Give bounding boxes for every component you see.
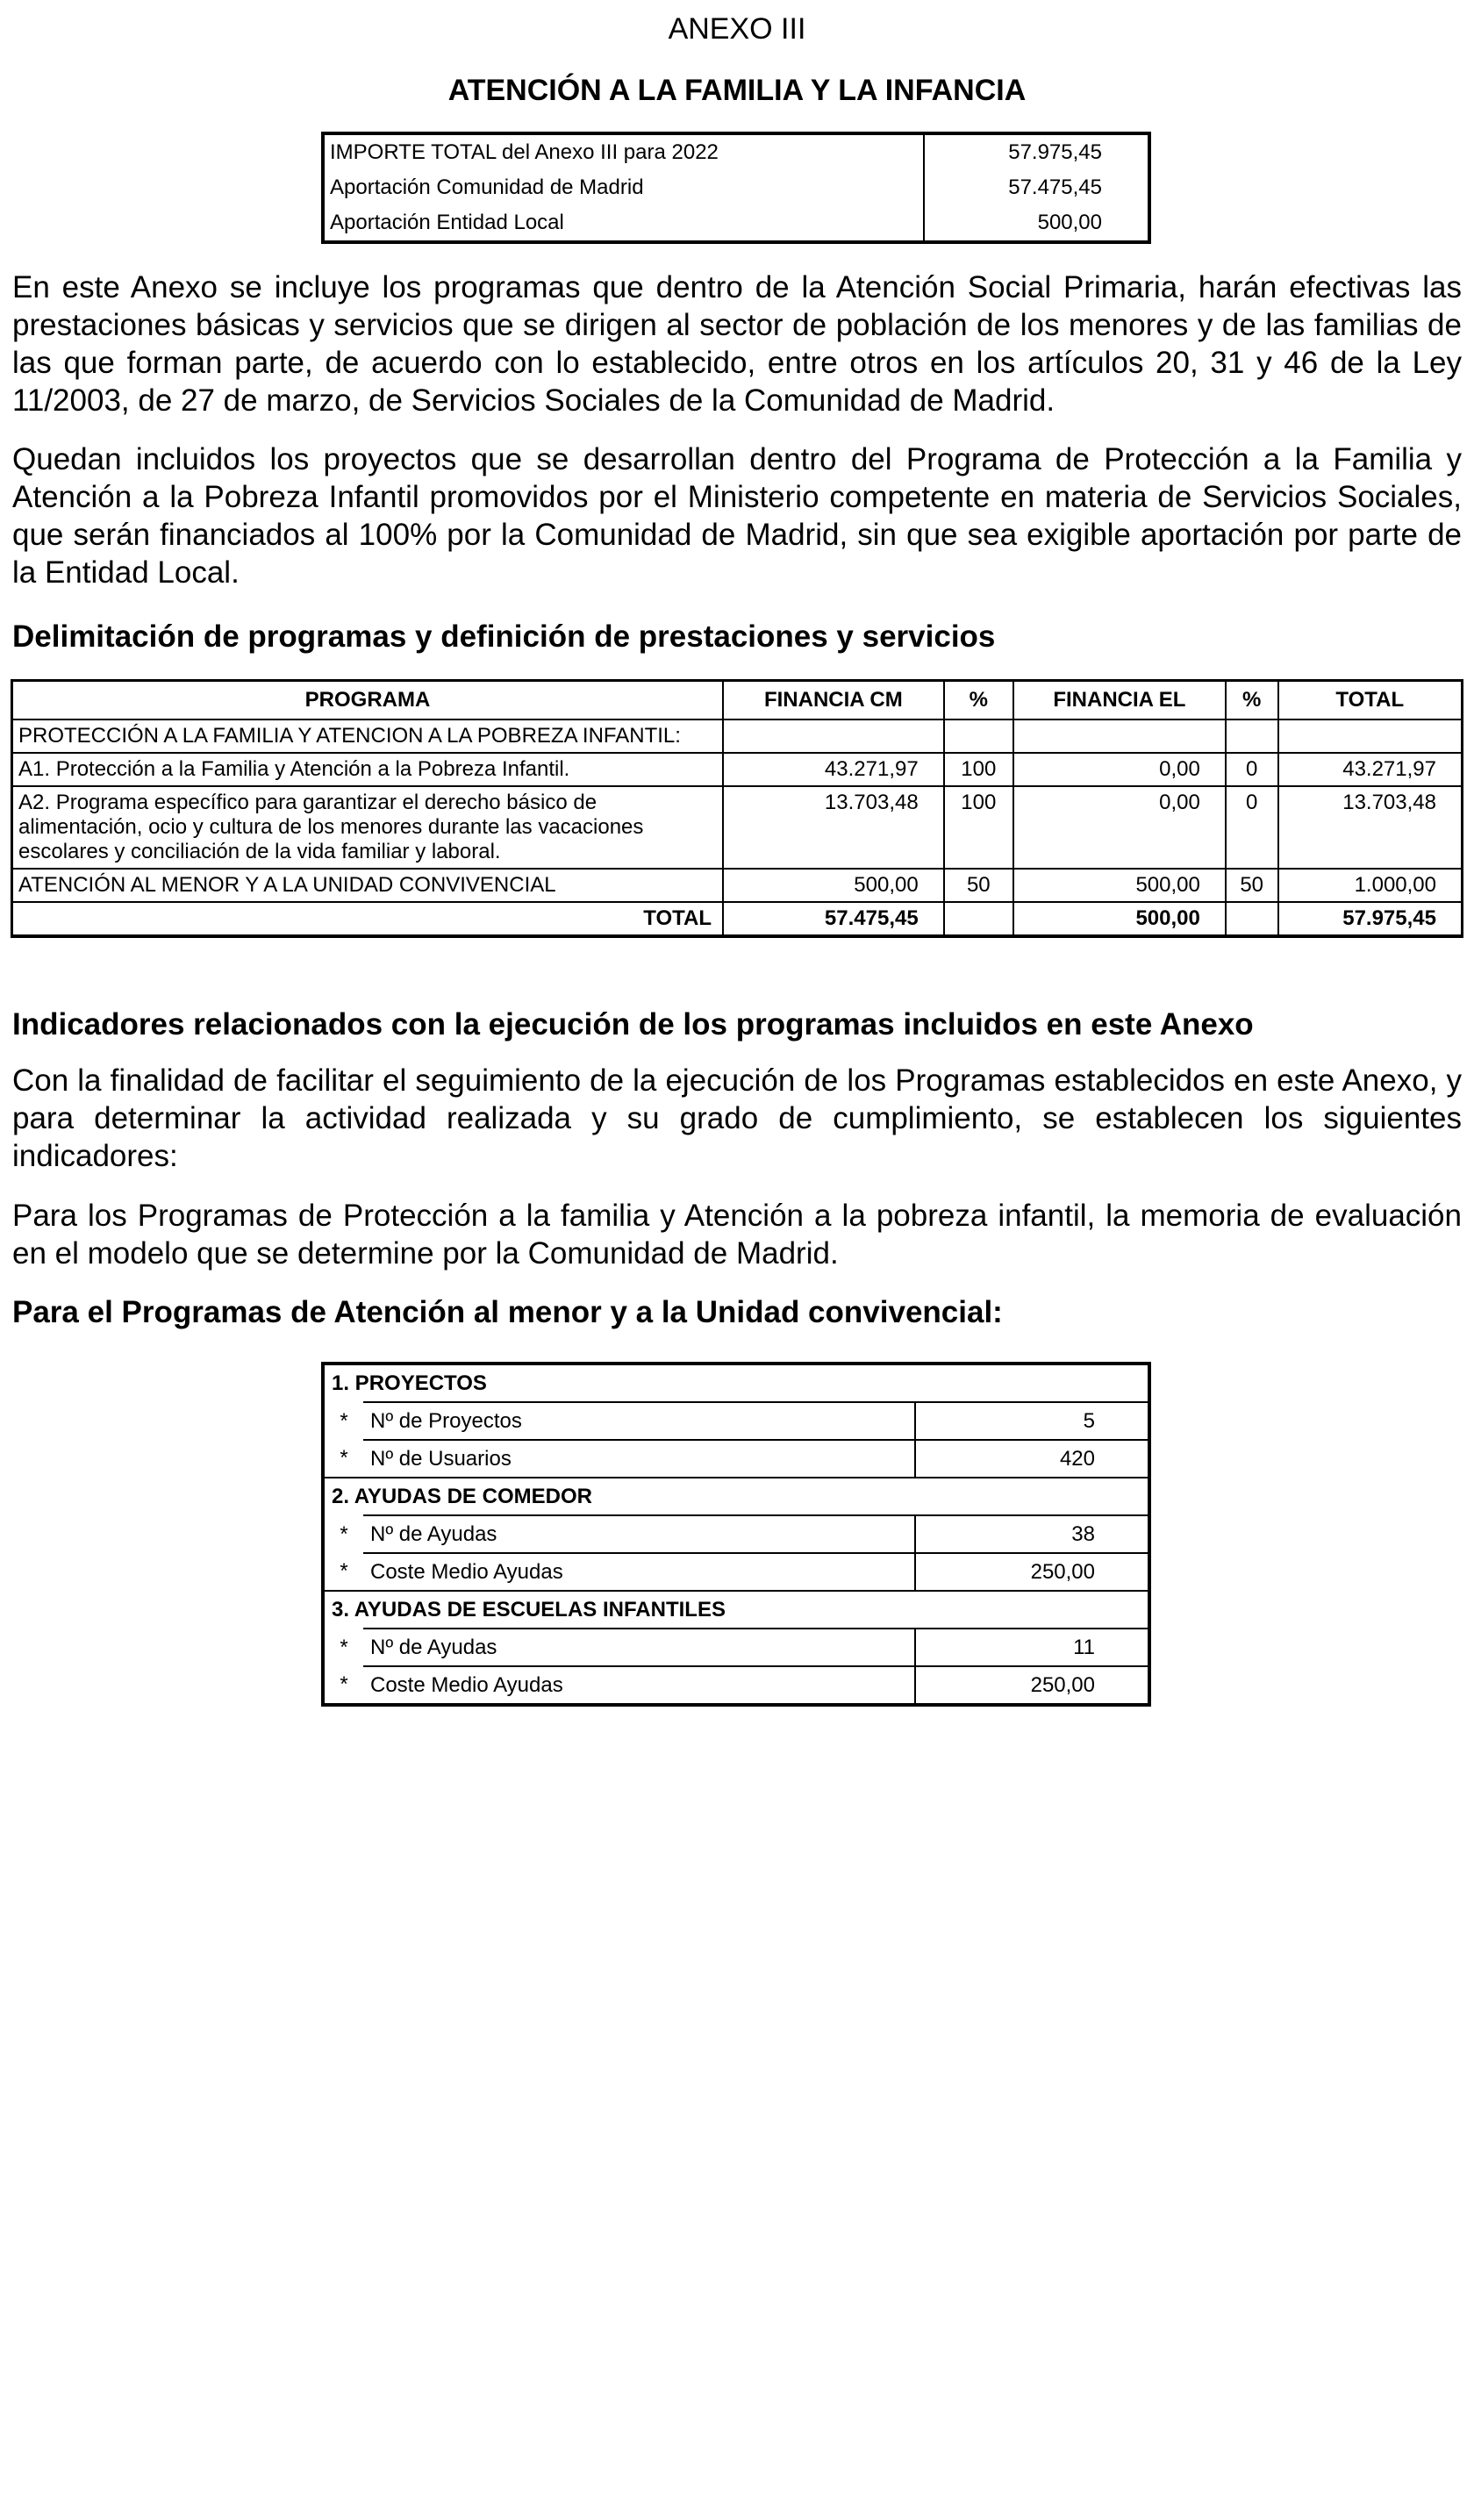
indicator-section (323, 1364, 1149, 1402)
heading-programs: Delimitación de programas y definición de prestaciones y servicios (12, 619, 996, 654)
col-header-total: TOTAL (1278, 681, 1463, 720)
cell-el: 0,00 (1013, 753, 1226, 786)
indicator-label: Nº de Usuarios (363, 1440, 915, 1478)
cell-cm (723, 719, 944, 753)
section-title: 1. PROYECTOS (323, 1364, 915, 1402)
cell-cm: 43.271,97 (723, 753, 944, 786)
cell-programa: PROTECCIÓN A LA FAMILIA Y ATENCION A LA POBREZA INFANTIL: (12, 719, 724, 753)
indicator-value: 420 (915, 1440, 1149, 1478)
cell-el: 0,00 (1013, 786, 1226, 869)
section-title: 3. AYUDAS DE ESCUELAS INFANTILES (323, 1591, 1149, 1629)
col-header-pct-cm: % (944, 681, 1013, 720)
heading-menor: Para el Programas de Atención al menor y a la Unidad convivencial: (12, 1295, 1003, 1329)
paragraph-indicators: Con la finalidad de facilitar el seguimiento de la ejecución de los Programas establecidos en este Anexo, y para determinar la actividad realizada y su grado de cumplimiento, se establecen los siguientes indicadores: (12, 1063, 1462, 1173)
table-row (12, 869, 1463, 902)
indicator-value: 38 (915, 1515, 1149, 1553)
summary-row (323, 133, 1149, 170)
indicator-value: 11 (915, 1629, 1149, 1666)
cell-el (1013, 719, 1226, 753)
table-row (12, 753, 1463, 786)
cell-pct-el: 50 (1226, 869, 1278, 902)
cell-total: 13.703,48 (1278, 786, 1463, 869)
summary-table (321, 132, 1151, 244)
cell-cm: 500,00 (723, 869, 944, 902)
cell-pct-el: 0 (1226, 786, 1278, 869)
cell-pct-cm: 50 (944, 869, 1013, 902)
programs-table (11, 679, 1463, 938)
total-cm: 57.475,45 (723, 902, 944, 936)
indicator-label: Coste Medio Ayudas (363, 1666, 915, 1705)
indicator-label: Nº de Ayudas (363, 1515, 915, 1553)
indicator-item (323, 1515, 1149, 1553)
bullet: * (340, 1635, 348, 1659)
summary-row (323, 205, 1149, 242)
cell-cm: 13.703,48 (723, 786, 944, 869)
cell-programa: A2. Programa específico para garantizar el derecho básico de alimentación, ocio y cultura de los menores durante las vacaciones escolares y conciliación de la vida familiar y laboral. (12, 786, 724, 869)
bullet: * (340, 1559, 348, 1583)
cell-pct-el: 0 (1226, 753, 1278, 786)
cell-pct-cm: 100 (944, 786, 1013, 869)
annex-title: ANEXO III (668, 12, 806, 46)
cell-total: 43.271,97 (1278, 753, 1463, 786)
cell-total (1278, 719, 1463, 753)
col-header-programa: PROGRAMA (12, 681, 724, 720)
total-el: 500,00 (1013, 902, 1226, 936)
paragraph-evaluation: Para los Programas de Protección a la familia y Atención a la pobreza infantil, la memoria de evaluación en el modelo que se determine por la Comunidad de Madrid. (12, 1199, 1462, 1271)
col-header-pct-el: % (1226, 681, 1278, 720)
heading-indicators: Indicadores relacionados con la ejecución de los programas incluidos en este Anexo (12, 1007, 1254, 1042)
indicator-item (323, 1402, 1149, 1440)
bullet: * (340, 1521, 348, 1546)
cell-pct-el (1226, 719, 1278, 753)
col-header-financia-el: FINANCIA EL (1013, 681, 1226, 720)
table-row (12, 719, 1463, 753)
indicator-value: 250,00 (915, 1553, 1149, 1591)
cell-programa: A1. Protección a la Familia y Atención a la Pobreza Infantil. (12, 753, 724, 786)
indicators-table (321, 1362, 1151, 1707)
indicator-item (323, 1629, 1149, 1666)
bullet: * (340, 1446, 348, 1470)
paragraph-projects: Quedan incluidos los proyectos que se desarrollan dentro del Programa de Protección a la Familia y Atención a la Pobreza Infantil promovidos por el Ministerio competente en materia de Servicios Sociales, que serán financiados al 100% por la Comunidad de Madrid, sin que sea exigible aportación por parte de la Entidad Local. (12, 442, 1462, 590)
summary-label: Aportación Comunidad de Madrid (330, 175, 644, 199)
total-pct-cm (944, 902, 1013, 936)
summary-label: IMPORTE TOTAL del Anexo III para 2022 (330, 140, 719, 164)
total-label: TOTAL (12, 902, 724, 936)
bullet: * (340, 1408, 348, 1433)
paragraph-intro: En este Anexo se incluye los programas que dentro de la Atención Social Primaria, harán efectivas las prestaciones básicas y servicios que se dirigen al sector de población de los menores y de las familias de las que forman parte, de acuerdo con lo establecido, entre otros en los artículos 20, 31 y 46 de la Ley 11/2003, de 27 de marzo, de Servicios Sociales de la Comunidad de Madrid. (12, 270, 1462, 418)
total-row (12, 902, 1463, 936)
summary-value: 500,00 (924, 205, 1149, 242)
bullet: * (340, 1672, 348, 1696)
indicator-item (323, 1440, 1149, 1478)
cell-pct-cm: 100 (944, 753, 1013, 786)
indicator-label: Nº de Ayudas (363, 1629, 915, 1666)
indicator-value: 5 (915, 1402, 1149, 1440)
cell-el: 500,00 (1013, 869, 1226, 902)
indicator-section (323, 1591, 1149, 1629)
summary-label: Aportación Entidad Local (330, 211, 564, 234)
cell-pct-cm (944, 719, 1013, 753)
cell-total: 1.000,00 (1278, 869, 1463, 902)
total-pct-el (1226, 902, 1278, 936)
indicator-label: Coste Medio Ayudas (363, 1553, 915, 1591)
indicator-section (323, 1478, 1149, 1515)
annex-subtitle: ATENCIÓN A LA FAMILIA Y LA INFANCIA (447, 74, 1027, 107)
indicator-value: 250,00 (915, 1666, 1149, 1705)
indicator-item (323, 1666, 1149, 1705)
table-row (12, 786, 1463, 869)
summary-row (323, 170, 1149, 205)
indicator-label: Nº de Proyectos (363, 1402, 915, 1440)
cell-programa: ATENCIÓN AL MENOR Y A LA UNIDAD CONVIVENCIAL (12, 869, 724, 902)
section-title: 2. AYUDAS DE COMEDOR (323, 1478, 1149, 1515)
summary-value: 57.975,45 (924, 133, 1149, 170)
summary-value: 57.475,45 (924, 170, 1149, 205)
col-header-financia-cm: FINANCIA CM (723, 681, 944, 720)
indicator-item (323, 1553, 1149, 1591)
total-total: 57.975,45 (1278, 902, 1463, 936)
programs-header-row (12, 681, 1463, 720)
